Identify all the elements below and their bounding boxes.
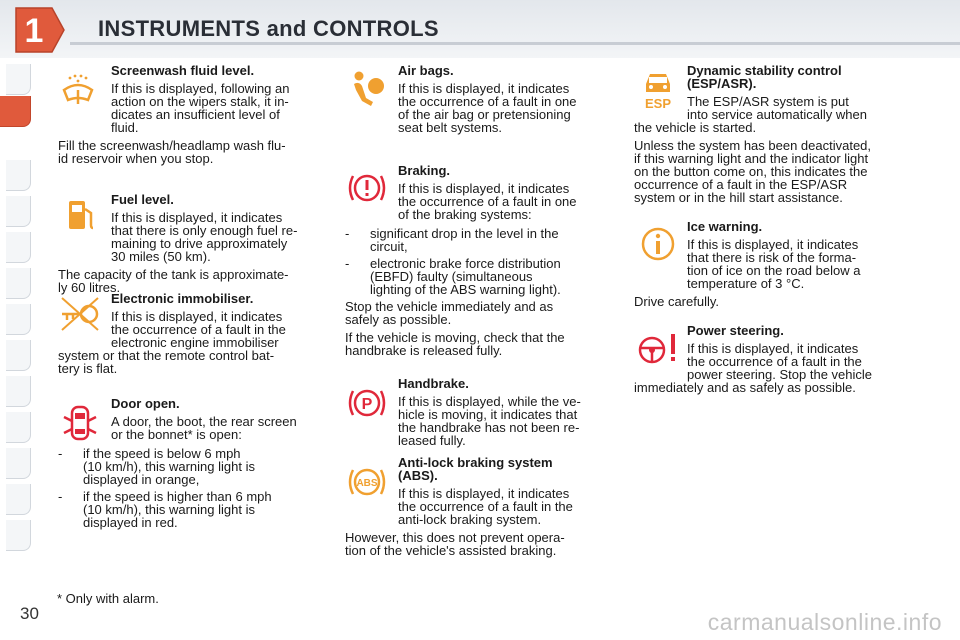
section-text: If this is displayed, it indicates the occurrence of a fault in one of the air bag or pretensioning seat belt systems. [398, 81, 577, 135]
chapter-tab[interactable] [6, 448, 31, 479]
chapter-tabs [0, 64, 34, 574]
svg-text:P: P [361, 396, 373, 413]
watermark: carmanualsonline.info [707, 609, 942, 635]
door-open-icon [60, 401, 100, 441]
section-text: The ESP/ASR system is put into service automatically when [687, 94, 867, 122]
chapter-tab[interactable] [6, 484, 31, 515]
braking-section [345, 164, 615, 362]
chapter-tab[interactable] [6, 268, 31, 299]
section-note: system or that the remote control bat- tery is flat. [58, 348, 275, 376]
section-note: Stop the vehicle immediately and as safely as possible. [345, 299, 554, 327]
section-title: Ice warning. [687, 219, 763, 234]
section-title: Braking. [398, 163, 451, 178]
svg-text:ABS: ABS [356, 478, 378, 489]
chapter-tab[interactable] [6, 196, 31, 227]
esp-icon [638, 68, 678, 111]
section-text: If this is displayed, it indicates the occurrence of a fault in the power steering. Stop the vehicle [687, 341, 872, 382]
handbrake-section [345, 377, 615, 452]
section-title: Fuel level. [111, 192, 174, 207]
chapter-tab[interactable] [6, 520, 31, 551]
chapter-number: 1 [24, 12, 44, 50]
chapter-tab[interactable] [6, 160, 31, 191]
section-text: A door, the boot, the rear screen or the bonnet* is open: [111, 414, 297, 442]
airbags-section [345, 64, 615, 139]
chapter-tab[interactable] [6, 232, 31, 263]
section-text: If this is displayed, while the ve- hicle is moving, it indicates that the handbrake has not been re- leased fully. [398, 394, 581, 448]
washer-fluid-icon [58, 72, 98, 112]
section-note: Fill the screenwash/headlamp wash flu- id reservoir when you stop. [58, 138, 286, 166]
brake-warning-icon [345, 168, 385, 208]
section-note: Drive carefully. [634, 294, 720, 309]
info-icon [638, 224, 678, 264]
chapter-tab-active[interactable] [0, 96, 31, 127]
section-note: the vehicle is started. [634, 120, 757, 135]
section-text: If this is displayed, it indicates the occurrence of a fault in the anti-lock braking system. [398, 486, 573, 527]
airbag-icon [347, 68, 387, 108]
power-steering-section [634, 324, 904, 399]
section-title: Handbrake. [398, 376, 469, 391]
esp-section [634, 64, 904, 209]
section-title: Anti-lock braking system (ABS). [398, 455, 553, 483]
door-open-section [58, 397, 326, 533]
chapter-badge [12, 4, 66, 56]
chapter-tab[interactable] [6, 376, 31, 407]
section-text: If this is displayed, it indicates that there is risk of the forma- tion of ice on the road below a temperature of 3 °C. [687, 237, 861, 291]
bullet-item: - if the speed is below 6 mph (10 km/h), this warning light is displayed in orange, [58, 446, 255, 487]
section-text: If this is displayed, it indicates the occurrence of a fault in the electronic engine immobiliser [111, 309, 286, 350]
immobiliser-section [58, 292, 326, 380]
header-rule [70, 42, 960, 45]
handbrake-icon [345, 383, 385, 423]
screenwash-section [58, 64, 326, 170]
section-text: If this is displayed, it indicates the occurrence of a fault in one of the braking systems: [398, 181, 577, 222]
page-number: 30 [20, 604, 39, 623]
section-text: If this is displayed, following an action on the wipers stalk, it in- dicates an insufficient level of fluid. [111, 81, 290, 135]
chapter-tab[interactable] [6, 340, 31, 371]
section-note: Unless the system has been deactivated, if this warning light and the indicator light on the button come on, this indicates the occurrence of a fault in the ESP/ASR system or in the hill start assistance. [634, 138, 872, 205]
chapter-tab[interactable] [6, 412, 31, 443]
bullet-item: - if the speed is higher than 6 mph (10 km/h), this warning light is displayed in red. [58, 489, 272, 530]
chapter-tab[interactable] [6, 304, 31, 335]
bullet-item: - electronic brake force distribution (EBFD) faulty (simultaneous lighting of the ABS warning light). [345, 256, 561, 297]
fuel-pump-icon [62, 195, 102, 235]
section-note: The capacity of the tank is approximate- ly 60 litres. [58, 267, 289, 295]
section-note: immediately and as safely as possible. [634, 380, 856, 395]
svg-text:ESP: ESP [644, 96, 672, 111]
page-title: INSTRUMENTS and CONTROLS [98, 16, 439, 41]
section-note: However, this does not prevent opera- tion of the vehicle's assisted braking. [345, 530, 565, 558]
fuel-section [58, 193, 326, 299]
crossed-key-icon [58, 294, 98, 334]
section-title: Power steering. [687, 323, 784, 338]
section-text: If this is displayed, it indicates that there is only enough fuel re- maining to drive approximately 30 miles (50 km). [111, 210, 298, 264]
chapter-tab[interactable] [6, 64, 31, 95]
steering-warning-icon [636, 328, 676, 368]
section-note: If the vehicle is moving, check that the handbrake is released fully. [345, 330, 565, 358]
abs-section [345, 456, 615, 562]
abs-icon [345, 462, 385, 502]
ice-warning-section [634, 220, 904, 313]
section-title: Electronic immobiliser. [111, 291, 254, 306]
bullet-item: - significant drop in the level in the circuit, [345, 226, 559, 254]
section-title: Door open. [111, 396, 180, 411]
footnote: * Only with alarm. [57, 591, 159, 606]
section-title: Air bags. [398, 63, 454, 78]
section-title: Screenwash fluid level. [111, 63, 255, 78]
section-title: Dynamic stability control (ESP/ASR). [687, 63, 842, 91]
